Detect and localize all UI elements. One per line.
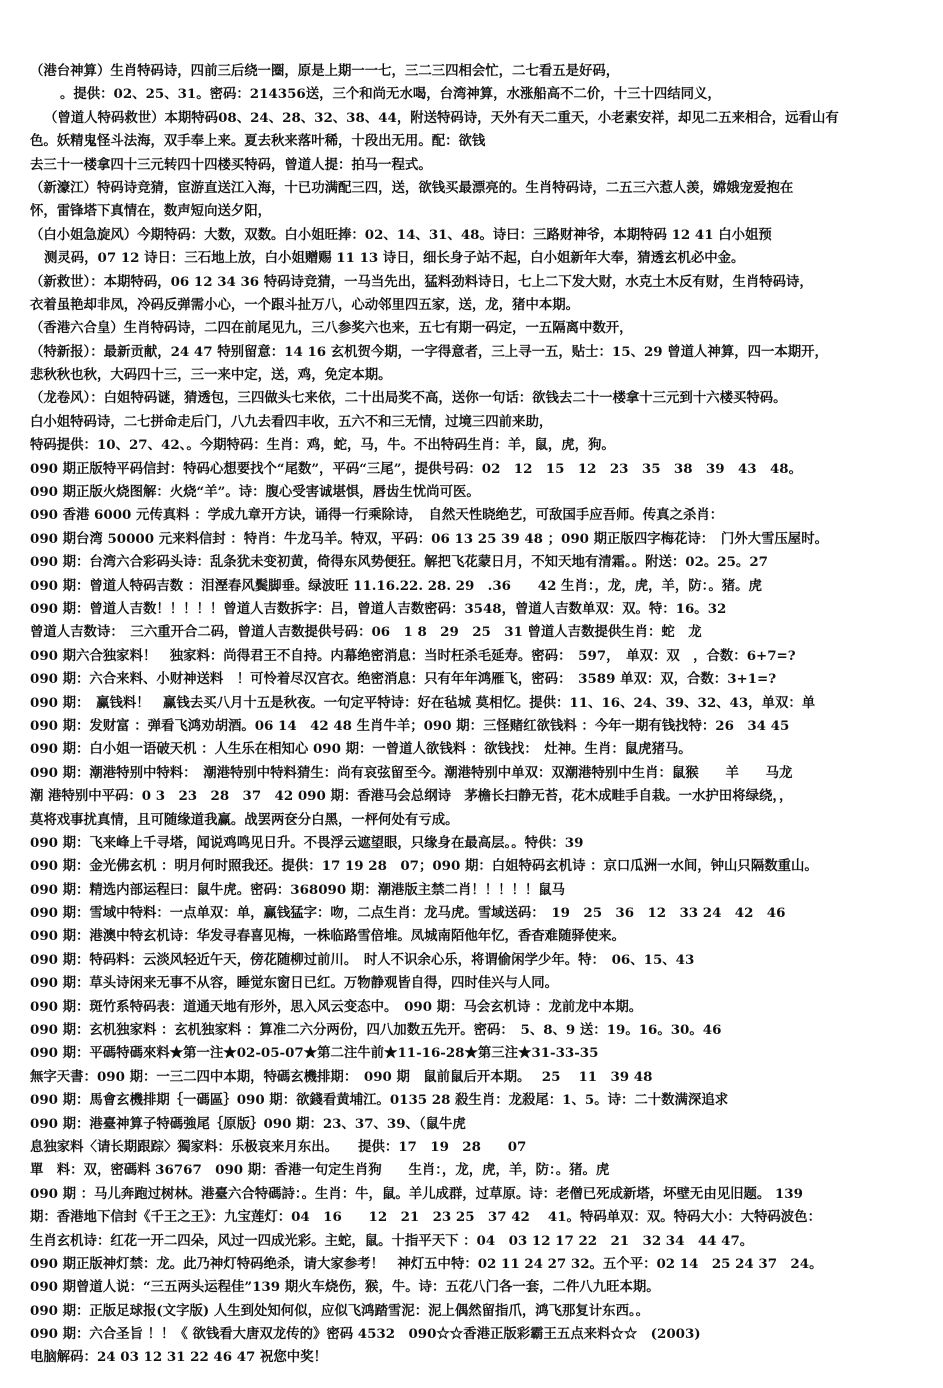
text-line: 090 期：潮港特别中特料： 潮港特别中特料猜生：尚有哀弦留至今。潮港特别中单双：双潮港特别中生肖：鼠猴 羊 马龙 bbox=[30, 764, 793, 781]
text-line: 090 期：精选内部运程曰：鼠牛虎。密码：368090 期：潮港版主禁二肖！！！！！鼠马 bbox=[30, 881, 566, 898]
text-line: 090 期：曾道人吉数！！！！！曾道人吉数拆字：吕，曾道人吉数密码：3548，曾道人吉数单双：双。特：16。32 bbox=[30, 600, 727, 617]
text-line: （白小姐急旋风）今期特码：大数，双数。白小姐旺捧：02、14、31、48。诗曰：三路财神爷，本期特码 12 41 白小姐预 bbox=[30, 226, 772, 243]
text-line: 生肖玄机诗：红花一开二四朵，风过一四成光彩。主蛇，鼠。十指平天下 ：04 03 12 17 22 21 32 34 44 47。 bbox=[30, 1232, 754, 1249]
text-line: 090 期：金光佛玄机 ：明月何时照我还。提供：17 19 28 07；090 期：白姐特码玄机诗 ：京口瓜洲一水间，钟山只隔数重山。 bbox=[30, 858, 818, 875]
text-line: 测灵码，07 12 诗日：三石地上放，白小姐赠赐 11 13 诗日，细长身子站不起，白小姐新年大奉，猜透玄机必中金。 bbox=[44, 250, 745, 267]
text-line: 特码提供：10、27、42、。今期特码：生肖：鸡，蛇，马，牛。不出特码生肖：羊，鼠，虎，狗。 bbox=[30, 437, 615, 454]
text-line: （新濠江）特码诗竞猜，宦游直送江入海，十已功满配三四，送，欲钱买最漂亮的。生肖特码诗，二五三六惹人羡，嫦娥宠爱抱在 bbox=[30, 179, 794, 196]
text-line: （新救世）：本期特码，06 12 34 36 特码诗竞猜，一马当先出，猛料劲料诗日，七上二下发大财，水克土木反有财，生肖特码诗， bbox=[30, 273, 813, 290]
text-line: （香港六合皇）生肖特码诗，二四在前尾见九，三八参奖六也来，五七有期一码定，一五隔离中数开， bbox=[30, 320, 633, 337]
text-line: 090 期：草头诗闲来无事不从容，睡觉东窗日已红。万物静观皆自得，四时佳兴与人同。 bbox=[30, 975, 559, 992]
text-line: （港台神算）生肖特码诗，四前三后绕一圈，原是上期一一七，三二三四相会忙，二七看五是好码， bbox=[30, 63, 620, 79]
text-line: 悲秋秋也秋，大码四十三，三一来中定，送，鸡，免定本期。 bbox=[30, 367, 392, 384]
text-line: 090 期：特码料：云淡风轻近午天，傍花随柳过前川。 时人不识余心乐，将谓偷闲学少年。特： 06、15、43 bbox=[30, 951, 695, 968]
text-line: 090 期六合独家料！ 独家料：尚得君王不自持。内幕绝密消息：当时枉杀毛延寿。密码： 597， 单双：双 ，合数：6+7=? bbox=[30, 647, 796, 664]
text-line: 期：香港地下信封《千王之王》：九宝莲灯：04 16 12 21 23 25 37 42 41。特码单双：双。特码大小：大特码波色： bbox=[30, 1209, 821, 1226]
text-line: 衣着虽艳却非凤，冷码反弹需小心，一个跟斗扯万八，心动邻里四五家，送，龙，猪中本期。 bbox=[30, 296, 580, 313]
text-line: 090 期：正版足球报(文字版) 人生到处知何似，应似飞鸿踏雪泥：泥上偶然留指爪，鸿飞那复计东西。。 bbox=[30, 1302, 650, 1319]
text-line: 莫将戏事扰真情，且可随缘道我赢。战罢两奁分白黑，一枰何处有亏成。 bbox=[30, 811, 459, 828]
text-line: 090 期正版神灯禁：龙。此乃神灯特码绝杀，请大家参考！ 神灯五中特：02 11 24 27 32。五个平：02 14 25 24 37 24。 bbox=[30, 1255, 823, 1272]
text-line: （曾道人特码救世）本期特码08、24、28、32、38、44，附送特码诗，天外有天二重天，小老素安祥，却见二五来相合，远看山有 bbox=[44, 109, 839, 126]
text-line: 潮 港特别中平码：0 3 23 28 37 42 090 期：香港马会总纲诗 茅檐长扫静无苔，花木成畦手自栽。一水护田将绿绕，， bbox=[30, 788, 793, 805]
text-line: 090 期：白小姐一语破天机 ：人生乐在相知心 090 期：一曾道人欲钱料 ：欲钱找： 灶神。生肖：鼠虎猪马。 bbox=[30, 741, 692, 758]
text-line: 090 期：港澳中特玄机诗：华发寻春喜见梅，一株临路雪倍堆。凤城南陌他年忆，香杳难随驿使来。 bbox=[30, 928, 626, 945]
document-body bbox=[30, 60, 920, 1370]
text-line: 090 期： 赢钱料！ 赢钱去买八月十五是秋夜。一句定平特诗：好在毡城 莫相忆。提供：11、16、24、39、32、43，单双：单 bbox=[30, 694, 816, 711]
text-line: 息独家料〈请长期跟踪〉獨家料：乐极哀来月东出。 提供：17 19 28 07 bbox=[30, 1138, 527, 1155]
text-line: 色。妖精鬼怪斗法海，双手奉上来。夏去秋来落叶稀，十段出无用。配：欲钱 bbox=[30, 133, 486, 150]
text-line: 090 期：六合圣旨 ！！《 欲钱看大唐双龙传的》密码 4532 090☆☆香港正版彩霸王五点来料☆☆ (2003) bbox=[30, 1326, 701, 1343]
text-line: 090 期台湾 50000 元来料信封 ：特肖：牛龙马羊。特双，平码：06 13 25 39 48 ；090 期正版四字梅花诗： 门外大雪压屋时。 bbox=[30, 530, 828, 547]
text-line: 电脑解码：24 03 12 31 22 46 47 祝您中奖！ bbox=[30, 1349, 327, 1366]
text-line: 090 期曾道人说：“三五两头运程佳”139 期火车烧伤，猴，牛。诗：五花八门各一套，二件八九旺本期。 bbox=[30, 1279, 660, 1296]
text-line: 090 期：港臺神算子特碼強尾｛原版｝090 期：23、37、39、（鼠牛虎 bbox=[30, 1115, 466, 1132]
text-line: 090 期正版火烧图解：火烧“羊”。诗：腹心受害诚堪惧，唇齿生忧尚可医。 bbox=[30, 484, 480, 501]
text-line: 怀，雷锋塔下真情在，数声短向送夕阳， bbox=[30, 203, 272, 220]
text-line: 單 料：双，密碼料 36767 090 期：香港一句定生肖狗 生肖：，龙，虎，羊，防：。猪。虎 bbox=[30, 1162, 610, 1179]
text-line: 090 期：飞来峰上千寻塔，闻说鸡鸣见日升。不畏浮云遮望眼，只缘身在最高层。。特供：39 bbox=[30, 834, 584, 851]
text-line: 090 期：曾道人特码吉数 ：泪溼春风鬓脚垂。绿波旺 11.16.22. 28. 29 .36 42 生肖：，龙，虎，羊，防：。猪。虎 bbox=[30, 577, 762, 594]
text-line: 白小姐特码诗，二七拼命走后门，八九去看四丰收，五六不和三无情，过境三四前来助， bbox=[30, 413, 553, 430]
text-line: 090 期：玄机独家料 ：玄机独家料 ：算准二六分两份，四八加数五先开。密码： 5、8、9 送：19。16。30。46 bbox=[30, 1022, 722, 1039]
text-line: 090 期：馬會玄機排期｛一碼區｝090 期：欲錢看黄埔江。0135 28 殺生肖：龙殺尾：1、5。诗：二十数满深追求 bbox=[30, 1092, 729, 1109]
text-line: 無字天書：090 期：一三二四中本期，特碼玄機排期： 090 期 鼠前鼠后开本期。 25 11 39 48 bbox=[30, 1068, 653, 1085]
text-line: 090 期：六合来料、小财神送料 ！可怜着尽汉宫衣。绝密消息：只有年年鸿雁飞，密码： 3589 单双：双，合数：3+1=? bbox=[30, 671, 777, 688]
text-line: （龙卷风）：白姐特码谜，猜透包，三四做头七来依，二十出局奖不高，送你一句话：欲钱去二十一楼拿十三元到十六楼买特码。 bbox=[30, 390, 787, 407]
text-line: 去三十一楼拿四十三元转四十四楼买特码，曾道人提：拍马一程式。 bbox=[30, 156, 432, 173]
text-line: 090 期正版特平码信封：特码心想要找个“尾数”，平码“三尾”，提供号码：02 12 15 12 23 35 38 39 43 48。 bbox=[30, 460, 802, 477]
text-line: 090 期：雪域中特料：一点单双：单，赢钱猛字：吻，二点生肖：龙马虎。雪域送码： 19 25 36 12 33 24 42 46 bbox=[30, 905, 786, 922]
text-line: 090 期：平碼特碼來料★第一注★02-05-07★第二注牛前★11-16-28★第三注★31-33-35 bbox=[30, 1045, 599, 1062]
text-line: （特新报）：最新贡献，24 47 特别留意：14 16 玄机贺今期，一字得意者，三上寻一五，贴士：15、29 曾道人神算，四一本期开， bbox=[30, 343, 828, 360]
text-line: 曾道人吉数诗： 三六重开合二码，曾道人吉数提供号码：06 1 8 29 25 31 曾道人吉数提供生肖：蛇 龙 bbox=[30, 624, 702, 641]
text-line: 090 期 ：马儿奔跑过树林。港臺六合特碼詩：。生肖：牛，鼠。羊儿成群，过草原。诗：老僧已死成新塔，坏壁无由见旧题。 139 bbox=[30, 1185, 803, 1202]
text-line: 090 期：斑竹系特码表：道通天地有形外，思入风云变态中。 090 期：马会玄机诗 ：龙前龙中本期。 bbox=[30, 998, 643, 1015]
text-line: 090 香港 6000 元传真料 ：学成九章开方诀，诵得一行乘除诗， 自然天性晓绝艺，可敌国手应吾师。传真之杀肖： bbox=[30, 507, 724, 524]
text-line: 090 期：台湾六合彩码头诗：乱条犹未变初黄，倚得东风势便狂。解把飞花蒙日月，不知天地有清霜。。附送：02。25。27 bbox=[30, 554, 768, 571]
text-line: 。提供：02、25、31。密码：214356送，三个和尚无水喝，台湾神算，水涨船高不二价，十三十四结同义， bbox=[60, 86, 721, 103]
text-line: 090 期：发财富 ：弹看飞鸿劝胡酒。06 14 42 48 生肖牛羊；090 期：三怪赌红欲钱料 ：今年一期有钱找特：26 34 45 bbox=[30, 717, 790, 734]
